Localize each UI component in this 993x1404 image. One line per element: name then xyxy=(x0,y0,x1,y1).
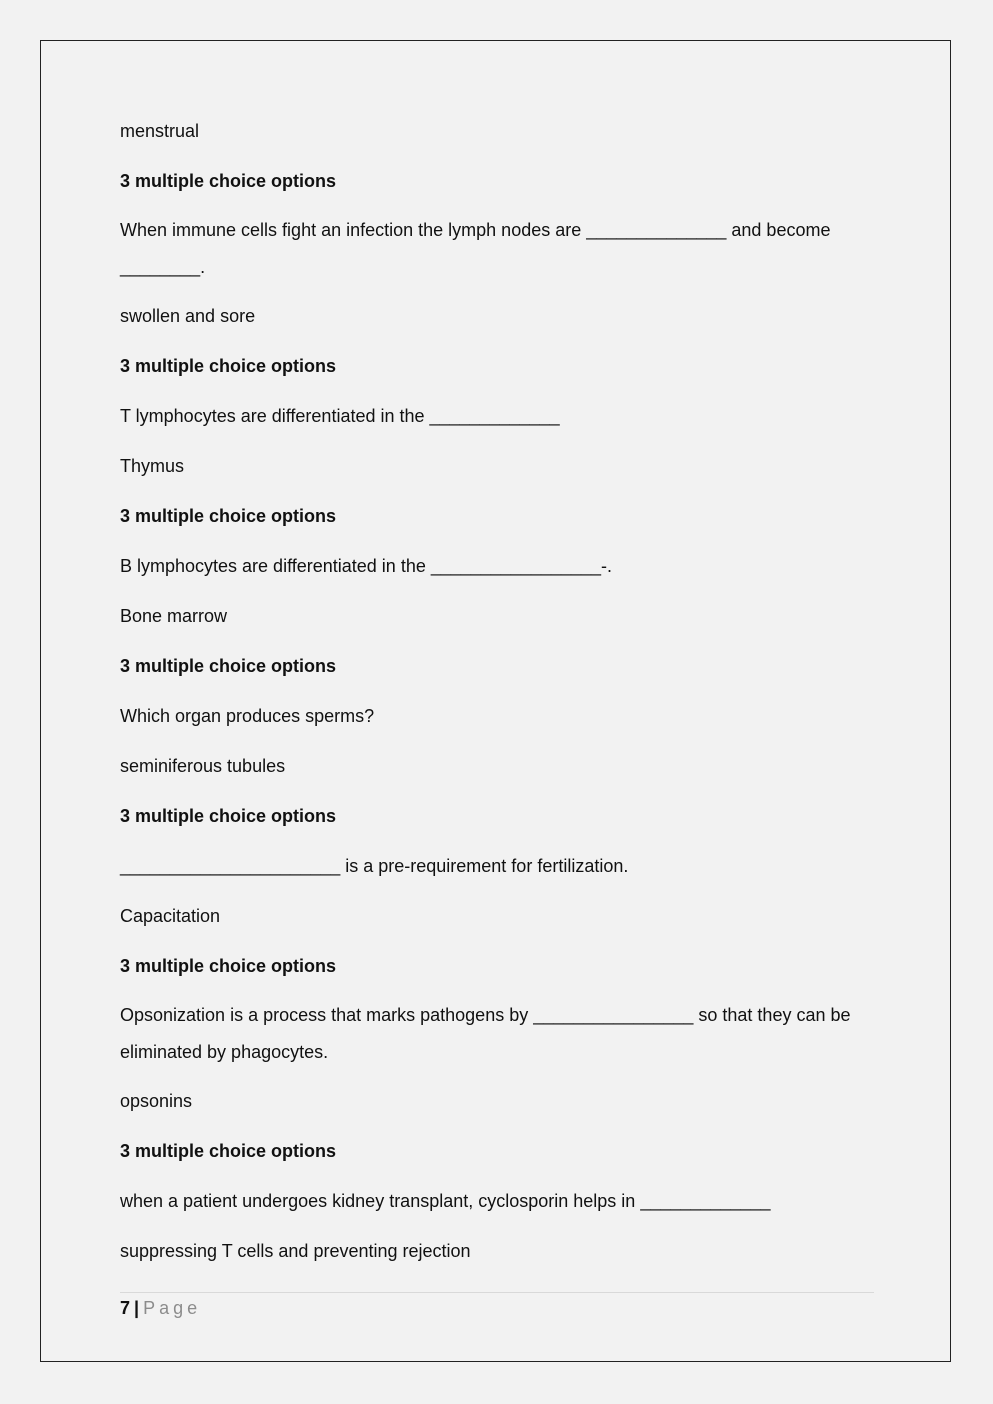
section-label: 3 multiple choice options xyxy=(120,956,337,976)
section-label: 3 multiple choice options xyxy=(120,1141,337,1161)
question-text: B lymphocytes are differentiated in the _________________-. xyxy=(120,556,613,576)
question-text: when a patient undergoes kidney transplant, cyclosporin helps in _____________ xyxy=(120,1191,771,1211)
page-label: Page xyxy=(143,1298,202,1318)
answer-text: swollen and sore xyxy=(120,306,256,326)
section-label: 3 multiple choice options xyxy=(120,806,337,826)
footer-separator: | xyxy=(134,1298,140,1318)
question-text: Opsonization is a process that marks pathogens by ________________ so that they can be eliminated by phagocytes. xyxy=(120,1005,856,1062)
answer-text: menstrual xyxy=(120,121,200,141)
question-text: When immune cells fight an infection the lymph nodes are ______________ and become ________. xyxy=(120,220,836,277)
answer-text: suppressing T cells and preventing rejection xyxy=(120,1241,471,1261)
question-text: T lymphocytes are differentiated in the _____________ xyxy=(120,406,560,426)
page-number: 7 xyxy=(120,1298,131,1318)
document-body xyxy=(120,118,880,1288)
section-label: 3 multiple choice options xyxy=(120,356,337,376)
footer-divider xyxy=(120,1292,874,1293)
answer-text: opsonins xyxy=(120,1091,193,1111)
page-footer xyxy=(120,1296,201,1320)
answer-text: Bone marrow xyxy=(120,606,228,626)
section-label: 3 multiple choice options xyxy=(120,656,337,676)
answer-text: seminiferous tubules xyxy=(120,756,286,776)
answer-text: Thymus xyxy=(120,456,185,476)
section-label: 3 multiple choice options xyxy=(120,506,337,526)
section-label: 3 multiple choice options xyxy=(120,171,337,191)
answer-text: Capacitation xyxy=(120,906,221,926)
question-text: ______________________ is a pre-requirement for fertilization. xyxy=(120,856,629,876)
question-text: Which organ produces sperms? xyxy=(120,706,375,726)
